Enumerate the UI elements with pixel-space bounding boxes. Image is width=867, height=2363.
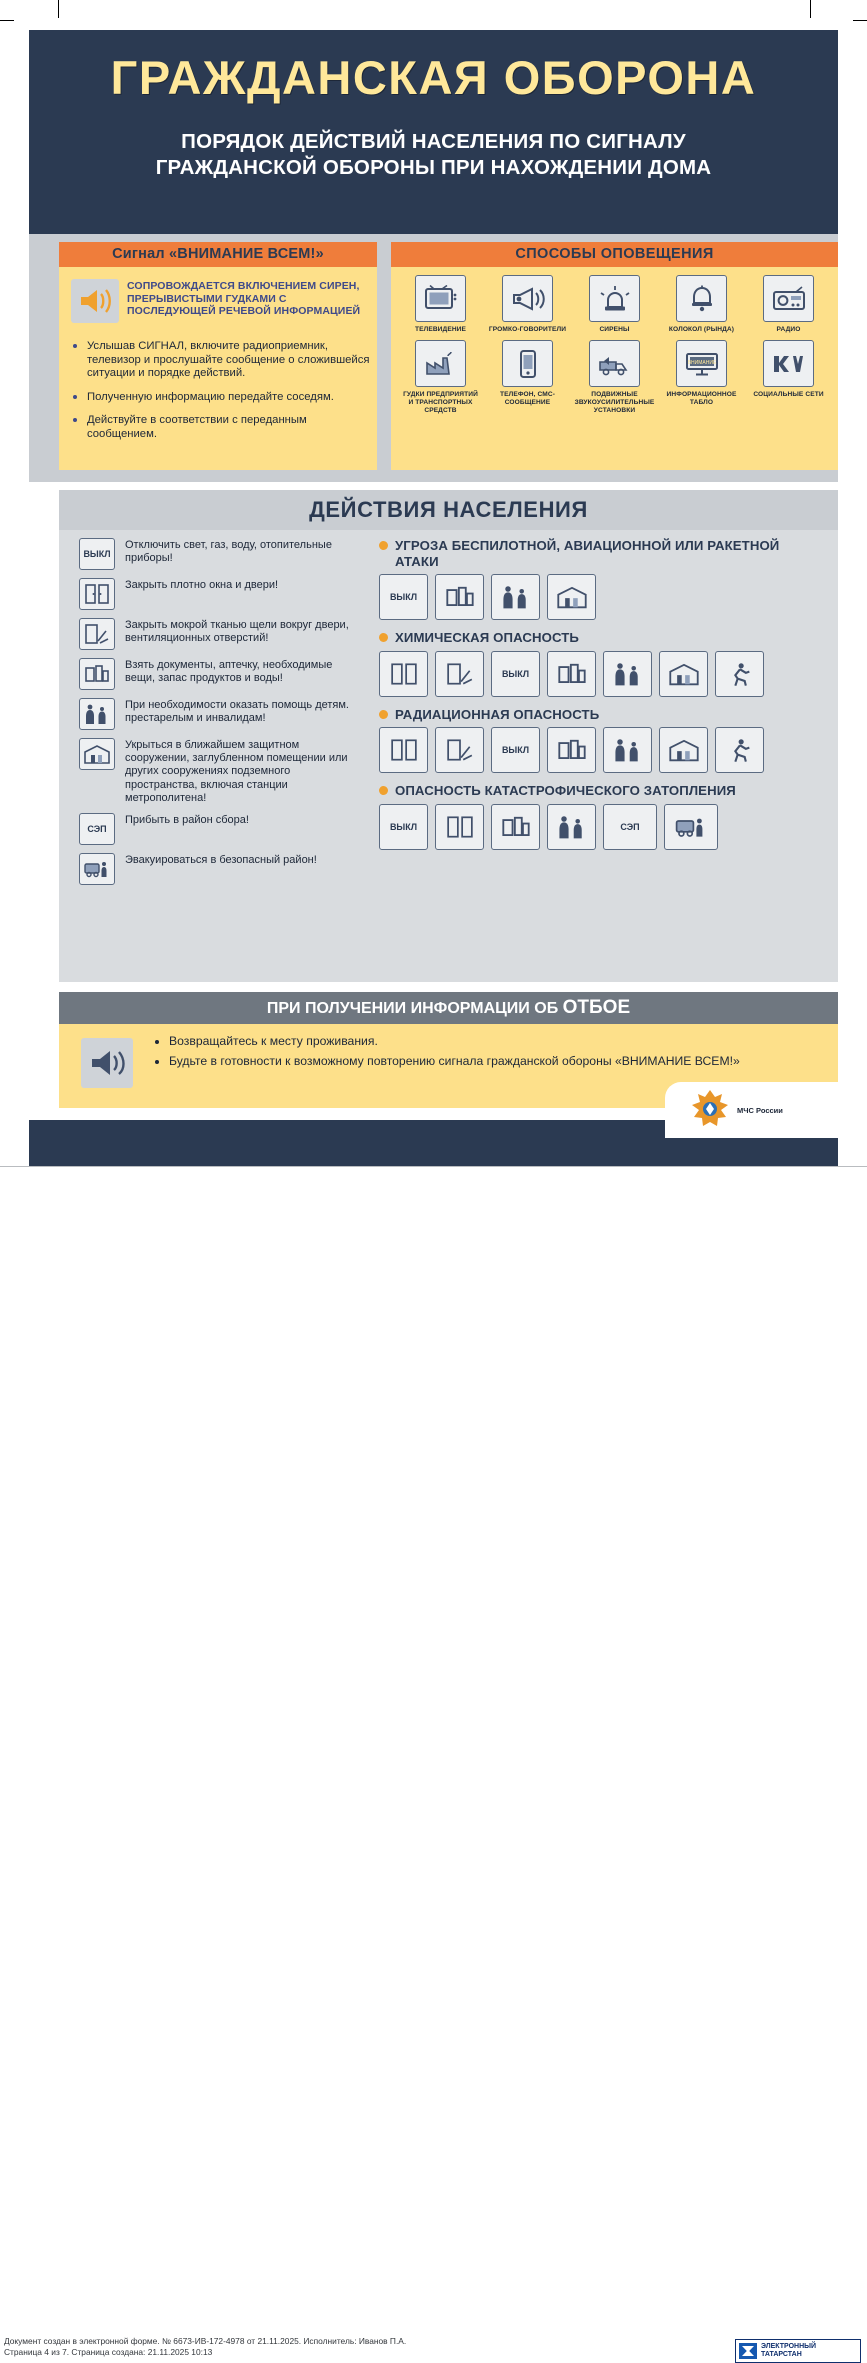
speaker-icon	[71, 279, 119, 323]
signal-body	[59, 267, 377, 470]
method-label: СИРЕНЫ	[599, 326, 630, 333]
icon-caption: ВЫКЛ	[501, 745, 530, 755]
power-off-icon	[491, 727, 540, 773]
threat-group-header	[379, 707, 824, 723]
loudspeaker-icon	[502, 275, 553, 322]
threat-group-drone-air-missile	[379, 538, 824, 620]
emblem-label: МЧС России	[737, 1106, 783, 1115]
electronic-tatarstan-icon	[739, 2343, 757, 2359]
method-cell	[575, 340, 655, 415]
stamp-line-2: ТАТАРСТАН	[761, 2351, 802, 2358]
evacuation-icon	[664, 804, 718, 850]
page-title: ГРАЖДАНСКАЯ ОБОРОНА	[110, 51, 757, 104]
social-networks-icon	[763, 340, 814, 387]
siren-icon	[589, 275, 640, 322]
seal-cracks-icon	[435, 727, 484, 773]
help-people-icon	[603, 727, 652, 773]
actions-left-list	[79, 538, 359, 893]
action-text: При необходимости оказать помощь детям. престарелым и инвалидам!	[125, 699, 349, 725]
supplies-icon	[79, 658, 115, 690]
close-windows-icon	[79, 578, 115, 610]
threat-group-icons	[379, 804, 824, 850]
actions-heading: ДЕЙСТВИЯ НАСЕЛЕНИЯ	[309, 497, 588, 522]
supplies-icon	[491, 804, 540, 850]
icon-caption: ВЫКЛ	[501, 668, 530, 679]
list-item	[79, 698, 359, 730]
speaker-icon	[81, 1038, 133, 1088]
shelter-icon	[79, 738, 115, 770]
power-off-icon	[379, 804, 428, 850]
threat-group-header	[379, 783, 824, 799]
method-label: ТЕЛЕВИДЕНИЕ	[414, 326, 467, 333]
seal-cracks-icon	[435, 651, 484, 697]
close-windows-icon	[435, 804, 484, 850]
list-item: • Полученную информацию передайте соседям.	[87, 390, 379, 405]
action-text: Отключить свет, газ, воду, отопительные приборы!	[125, 539, 332, 565]
notification-methods-row-1	[391, 275, 838, 334]
method-cell	[488, 275, 568, 334]
supplies-icon	[547, 727, 596, 773]
poster-header	[29, 30, 838, 220]
power-off-icon	[79, 538, 115, 570]
list-item	[79, 538, 359, 570]
factory-icon	[415, 340, 466, 387]
notification-methods-row-2	[391, 340, 838, 415]
threat-group-flooding	[379, 783, 824, 850]
method-cell	[749, 275, 829, 334]
method-label: ИНФОРМАЦИОННОЕ ТАБЛО	[666, 391, 737, 406]
method-cell	[662, 275, 742, 334]
list-item: • Возвращайтесь к месту проживания.	[169, 1034, 809, 1049]
threat-group-icons	[379, 651, 824, 697]
close-windows-icon	[379, 651, 428, 697]
threat-group-chemical	[379, 630, 824, 697]
tv-icon	[415, 275, 466, 322]
signal-panel	[59, 242, 377, 470]
notification-methods-heading: СПОСОБЫ ОПОВЕЩЕНИЯ	[391, 242, 838, 267]
method-label: ГРОМКО-ГОВОРИТЕЛИ	[488, 326, 567, 333]
svg-text:ВНИМАНИЕ: ВНИМАНИЕ	[687, 359, 716, 366]
method-label: КОЛОКОЛ (РЫНДА)	[668, 326, 735, 333]
footer-line-2: Страница 4 из 7. Страница создана: 21.11.2025 10:13	[4, 2346, 213, 2357]
actions-body	[59, 530, 838, 982]
list-item	[79, 618, 359, 650]
list-item	[79, 738, 359, 805]
power-off-icon	[491, 651, 540, 697]
all-clear-heading	[59, 992, 838, 1025]
help-people-icon	[547, 804, 596, 850]
icon-caption: ВЫКЛ	[389, 592, 418, 602]
actions-heading-band	[59, 490, 838, 530]
signal-heading: Сигнал «ВНИМАНИЕ ВСЕМ!»	[59, 242, 377, 267]
bullet-dot-icon	[379, 786, 388, 795]
radio-icon	[763, 275, 814, 322]
action-text: Закрыть плотно окна и двери!	[125, 579, 279, 591]
method-cell	[401, 340, 481, 415]
threat-group-icons	[379, 727, 824, 773]
crop-mark-top-right	[810, 0, 811, 18]
threat-group-header	[379, 630, 824, 646]
stamp-line-1: ЭЛЕКТРОННЫЙ	[761, 2343, 817, 2350]
list-item: • Услышав СИГНАЛ, включите радиоприемник, телевизор и прослушайте сообщение о сложившейся ситуации и порядке действий.	[87, 339, 379, 381]
threat-group-title: ХИМИЧЕСКАЯ ОПАСНОСТЬ	[395, 630, 580, 645]
emchs-emblem	[665, 1082, 838, 1138]
sound-truck-icon	[589, 340, 640, 387]
list-item: • Будьте в готовности к возможному повторению сигнала гражданской обороны «ВНИМАНИЕ ВСЕМ!»	[169, 1054, 809, 1069]
actions-threat-groups	[379, 538, 824, 856]
seal-cracks-icon	[79, 618, 115, 650]
action-text: Взять документы, аптечку, необходимые вещи, запас продуктов и воды!	[125, 659, 333, 685]
method-label: ТЕЛЕФОН, СМС-СООБЩЕНИЕ	[499, 391, 556, 406]
poster-sheet	[14, 20, 853, 1180]
supplies-icon	[435, 574, 484, 620]
phone-icon	[502, 340, 553, 387]
all-clear-heading-strong: ОТБОЕ	[562, 997, 631, 1018]
footer-line-1: Документ создан в электронной форме. № 6673-ИВ-172-4978 от 21.11.2025. Исполнитель: Иванов П.А.	[4, 2336, 407, 2346]
close-windows-icon	[379, 727, 428, 773]
threat-group-title: УГРОЗА БЕСПИЛОТНОЙ, АВИАЦИОННОЙ ИЛИ РАКЕТНОЙ АТАКИ	[395, 538, 780, 569]
header-divider	[29, 220, 838, 234]
assembly-point-icon	[79, 813, 115, 845]
notification-methods-panel	[391, 242, 838, 470]
shelter-icon	[659, 651, 708, 697]
help-people-icon	[491, 574, 540, 620]
evacuation-run-icon	[715, 651, 764, 697]
evacuation-icon	[79, 853, 115, 885]
supplies-icon	[547, 651, 596, 697]
notification-methods-body	[391, 267, 838, 470]
crop-mark-top-left	[58, 0, 59, 18]
shelter-icon	[547, 574, 596, 620]
bullet-dot-icon	[379, 633, 388, 642]
crop-mark-left	[0, 20, 14, 21]
action-text: Эвакуироваться в безопасный район!	[125, 854, 317, 867]
all-clear-bullet-list	[155, 1034, 809, 1074]
method-cell	[488, 340, 568, 415]
icon-caption: СЭП	[620, 821, 640, 832]
method-label: ГУДКИ ПРЕДПРИЯТИЙ И ТРАНСПОРТНЫХ СРЕДСТВ	[403, 391, 478, 414]
crop-mark-right	[853, 20, 867, 21]
method-label: ПОДВИЖНЫЕ ЗВУКОУСИЛИТЕЛЬНЫЕ УСТАНОВКИ	[574, 391, 655, 414]
page-subtitle	[29, 129, 838, 181]
icon-caption: СЭП	[87, 824, 107, 835]
list-item	[79, 658, 359, 690]
all-clear-heading-prefix: ПРИ ПОЛУЧЕНИИ ИНФОРМАЦИИ ОБ	[266, 1000, 563, 1017]
assembly-point-icon	[603, 804, 657, 850]
help-people-icon	[603, 651, 652, 697]
icon-caption: ВЫКЛ	[389, 821, 418, 832]
list-item	[79, 578, 359, 610]
bullet-dot-icon	[379, 541, 388, 550]
all-clear-heading-band	[59, 992, 838, 1024]
help-people-icon	[79, 698, 115, 730]
threat-group-icons	[379, 574, 824, 620]
info-board-icon	[676, 340, 727, 387]
power-off-icon	[379, 574, 428, 620]
method-cell	[401, 275, 481, 334]
action-text: Прибыть в район сбора!	[125, 814, 249, 827]
list-item	[79, 813, 359, 845]
document-footer-bar	[0, 1166, 867, 2358]
evacuation-run-icon	[715, 727, 764, 773]
icon-caption: ВЫКЛ	[83, 549, 111, 559]
subtitle-line-1: ПОРЯДОК ДЕЙСТВИЙ НАСЕЛЕНИЯ ПО СИГНАЛУ	[181, 130, 686, 153]
method-label: РАДИО	[776, 326, 801, 333]
shelter-icon	[659, 727, 708, 773]
method-cell	[662, 340, 742, 415]
action-text: Укрыться в ближайшем защитном сооружении, заглубленном помещении или других сооружениях подземного пространства, включая станции метрополитена!	[125, 739, 348, 804]
method-cell	[575, 275, 655, 334]
document-footer-text	[4, 2336, 406, 2357]
emchs-logo-icon	[689, 1088, 731, 1132]
signal-bullet-list	[73, 339, 379, 451]
method-label: СОЦИАЛЬНЫЕ СЕТИ	[753, 391, 824, 398]
action-text: Закрыть мокрой тканью щели вокруг двери, вентиляционных отверстий!	[125, 619, 349, 645]
signal-note: СОПРОВОЖДАЕТСЯ ВКЛЮЧЕНИЕМ СИРЕН, ПРЕРЫВИСТЫМИ ГУДКАМИ С ПОСЛЕДУЮЩЕЙ РЕЧЕВОЙ ИНФОРМАЦИЕЙ	[127, 280, 361, 317]
bullet-dot-icon	[379, 710, 388, 719]
method-cell	[749, 340, 829, 415]
bell-icon	[676, 275, 727, 322]
threat-group-title: РАДИАЦИОННАЯ ОПАСНОСТЬ	[395, 706, 600, 722]
stamp-label	[761, 2343, 816, 2359]
subtitle-line-2: ГРАЖДАНСКОЙ ОБОРОНЫ ПРИ НАХОЖДЕНИИ ДОМА	[155, 156, 712, 179]
threat-group-header	[379, 538, 824, 569]
threat-group-radiation	[379, 707, 824, 774]
list-item	[79, 853, 359, 885]
threat-group-title: ОПАСНОСТЬ КАТАСТРОФИЧЕСКОГО ЗАТОПЛЕНИЯ	[395, 783, 736, 798]
electronic-signature-stamp	[735, 2339, 861, 2363]
list-item: • Действуйте в соответствии с переданным сообщением.	[87, 413, 379, 441]
